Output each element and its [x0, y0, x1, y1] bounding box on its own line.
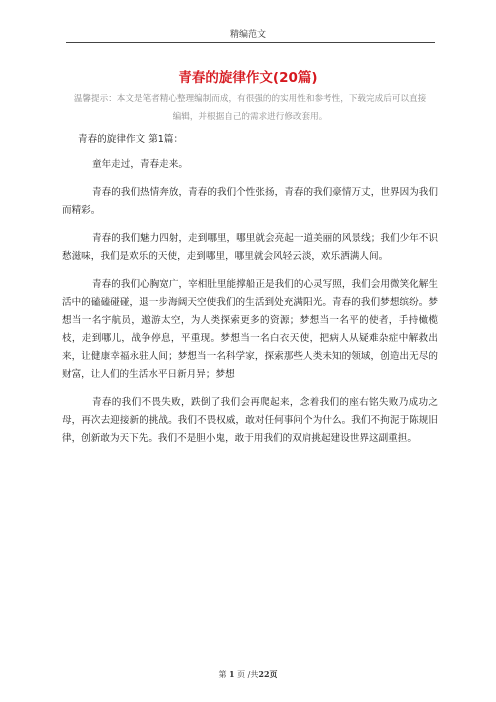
- document-body: [62, 129, 438, 458]
- total-pages-number: 22: [258, 669, 270, 679]
- paragraph: 青春的我们不畏失败，跌倒了我们会再爬起来，念着我们的座右铭失败乃成功之母，再次去迎接新的挑战。我们不畏权威，敢对任何事问个为什么。我们不拘泥于陈规旧律，创新敢为天下先。我们不是胆小鬼，敢于用我们的双肩挑起建设世界这副重担。: [62, 397, 438, 444]
- footer-suffix: 页: [269, 669, 278, 679]
- paragraph: 青春的我们魅力四射，走到哪里，哪里就会亮起一道美丽的风景线；我们少年不识愁滋味，我们是欢乐的天使，走到哪里，哪里就会风轻云淡，欢乐洒满人间。: [62, 233, 438, 262]
- paragraph: 青春的我们心胸宽广，宰相肚里能撑船正是我们的心灵写照，我们会用微笑化解生活中的磕磕碰碰，退一步海阔天空使我们的生活到处充满阳光。青春的我们梦想缤纷。梦想当一名宇航员，遨游太空，为人类探索更多的资源；梦想当一名平的使者，手持橄榄枝，走到哪儿，战争停息，平重现。梦想当一名白衣天使，把病人从疑难杂症中解救出来，让健康幸福永驻人间；梦想当一名科学家，探索那些人类未知的领域，创造出无尽的财富，让人们的生活水平日新月异；梦想: [62, 279, 438, 380]
- paragraph: 童年走过，青春走来。: [92, 159, 188, 170]
- notice-text: 温馨提示：本文是笔者精心整理编制而成，有很强的的实用性和参考性，下载完成后可以直接编辑，并根据自己的需求进行修改套用。: [73, 94, 427, 122]
- current-page-number: 1: [229, 669, 235, 679]
- section-heading: 青春的旋律作文 第1篇：: [78, 134, 184, 145]
- header-divider: [66, 42, 435, 43]
- document-title: 青春的旋律作文(20篇): [178, 70, 318, 86]
- footer-middle: 页 /共: [237, 670, 259, 679]
- page-footer: [0, 669, 496, 680]
- paragraph: 青春的我们热情奔放，青春的我们个性张扬，青春的我们豪情万丈，世界因为我们而精彩。: [62, 187, 438, 216]
- footer-prefix: 第: [218, 670, 227, 679]
- header-label: 精编范文: [229, 30, 266, 40]
